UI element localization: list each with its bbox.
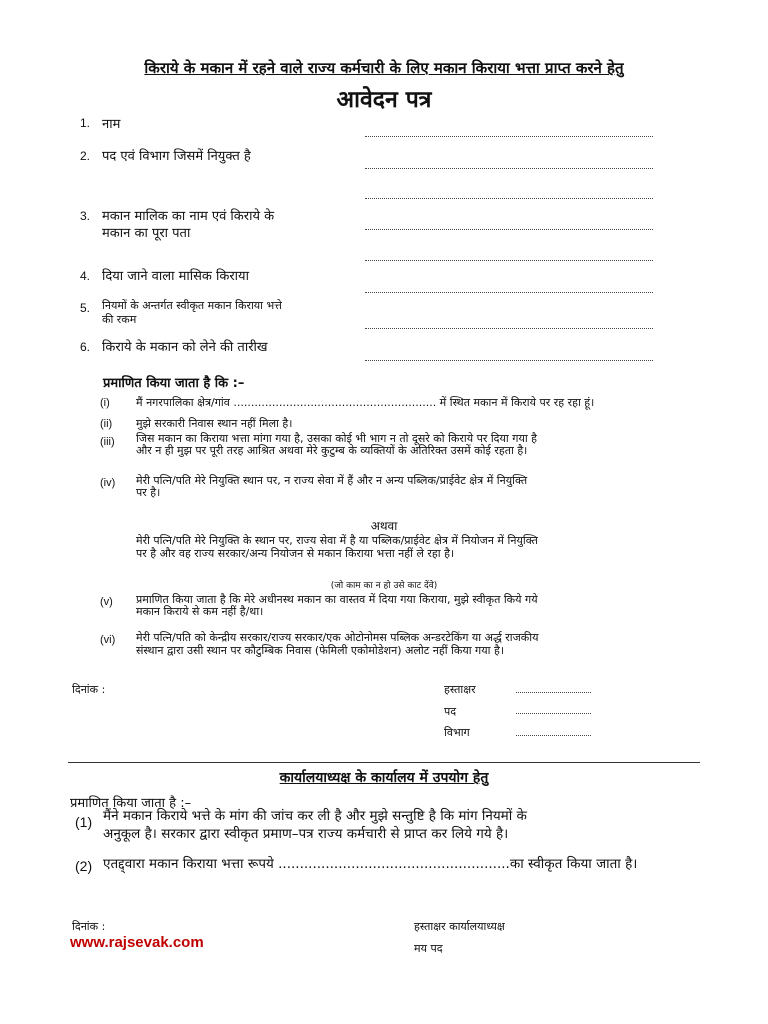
field-label-hra-line2: की रकम bbox=[102, 313, 137, 326]
cert-item-text: संस्थान द्वारा उसी स्थान पर कौटुम्बिक निवास (फेमिली एकोमोडेशन) अलोट नहीं किया गया है। bbox=[136, 644, 504, 657]
field-label-monthly-rent: दिया जाने वाला मासिक किराया bbox=[102, 269, 249, 284]
signature-label: हस्ताक्षर bbox=[444, 683, 476, 696]
cert-item-text: मकान किराये से कम नहीं है/था। bbox=[136, 605, 264, 618]
office-date-label: दिनांक : bbox=[72, 920, 106, 933]
field-label-landlord-line1: मकान मालिक का नाम एवं किराये के bbox=[102, 209, 275, 224]
cert-item-text: पर है। bbox=[136, 486, 161, 499]
post-label: पद bbox=[444, 705, 457, 718]
cert-item-text: और न ही मुझ पर पूरी तरह आश्रित अथवा मेरे कुटुम्ब के व्यक्तियों के अतिरिक्त उसमें कोई रहता है। bbox=[136, 444, 528, 457]
field-number: 3. bbox=[80, 209, 91, 223]
office-item-text: मैंने मकान किराये भत्ते के मांग की जांच कर ली है और मुझे सन्तुष्टि है कि मांग नियमों के bbox=[103, 808, 527, 824]
field-label-rent-date: किराये के मकान को लेने की तारीख bbox=[102, 340, 268, 355]
field-line-monthly-rent[interactable] bbox=[365, 292, 653, 293]
or-text: मेरी पत्नि/पति मेरे नियुक्ति के स्थान पर, राज्य सेवा में है या पब्लिक/प्राईवेट क्षेत्र में नियोजन में नियुक्ति bbox=[136, 534, 538, 547]
office-signature-label: हस्ताक्षर कार्यालयाध्यक्ष bbox=[414, 920, 505, 933]
cert-item-text: मेरी पत्नि/पति मेरे नियुक्ति स्थान पर, न राज्य सेवा में हैं और न अन्य पब्लिक/प्राईवेट क्षेत्र में नियुक्ति bbox=[136, 474, 528, 487]
form-subtitle: आवेदन पत्र bbox=[336, 87, 432, 113]
field-label-hra-line1: नियमों के अन्तर्गत स्वीकृत मकान किराया भत्ते bbox=[102, 299, 282, 312]
cert-item-text: मेरी पत्नि/पति को केन्द्रीय सरकार/राज्य सरकार/एक ओटोनोमस पब्लिक अन्डरटेकिंग या अर्द्ध राजकीय bbox=[136, 631, 539, 644]
post-line[interactable] bbox=[516, 713, 591, 714]
field-number: 5. bbox=[80, 301, 91, 315]
cert-item-label: (iii) bbox=[100, 436, 115, 448]
cert-item-text: मैं नगरपालिका क्षेत्र/गांव .......................................................... में स्थित मकान में किराये पर रह रहा हूं। bbox=[136, 396, 595, 409]
cert-item-label: (iv) bbox=[100, 477, 116, 489]
cert-item-label: (v) bbox=[100, 596, 113, 608]
office-item-text: एतद्द्वारा मकान किराया भत्ता रूपये ......................................................का स्वीकृत किया जाता है। bbox=[103, 856, 638, 872]
office-section-heading: कार्यालयाध्यक्ष के कार्यालय में उपयोग हेतु bbox=[279, 770, 489, 786]
field-number: 6. bbox=[80, 340, 91, 354]
or-text: पर है और वह राज्य सरकार/अन्य नियोजन से मकान किराया भत्ता नहीं ले रहा है। bbox=[136, 547, 455, 560]
cert-item-label: (ii) bbox=[100, 418, 113, 430]
field-label-landlord-line2: मकान का पूरा पता bbox=[102, 226, 191, 241]
field-line-name[interactable] bbox=[365, 136, 653, 137]
department-label: विभाग bbox=[444, 726, 470, 739]
office-intro: प्रमाणित किया जाता है :– bbox=[70, 796, 192, 811]
department-line[interactable] bbox=[516, 735, 591, 736]
cert-item-label: (vi) bbox=[100, 634, 116, 646]
form-title: किराये के मकान में रहने वाले राज्य कर्मचारी के लिए मकान किराया भत्ता प्राप्त करने हेतु bbox=[144, 59, 624, 77]
website-link[interactable]: www.rajsevak.com bbox=[70, 934, 204, 951]
office-item-number: (2) bbox=[75, 858, 93, 874]
field-label-name: नाम bbox=[102, 117, 121, 132]
field-line-landlord[interactable] bbox=[365, 229, 653, 230]
or-label: अथवा bbox=[370, 519, 398, 533]
section-divider bbox=[68, 762, 700, 763]
date-label: दिनांक : bbox=[72, 683, 106, 696]
field-number: 4. bbox=[80, 269, 91, 283]
certification-heading: प्रमाणित किया जाता है कि :– bbox=[103, 376, 245, 391]
office-item-number: (1) bbox=[75, 814, 93, 830]
field-number: 2. bbox=[80, 149, 91, 163]
field-label-post-dept: पद एवं विभाग जिसमें नियुक्त है bbox=[102, 149, 251, 164]
office-post-label: मय पद bbox=[414, 942, 443, 955]
signature-line[interactable] bbox=[516, 692, 591, 693]
field-line-landlord-2[interactable] bbox=[365, 260, 653, 261]
field-number: 1. bbox=[80, 116, 91, 130]
office-item-text: अनुकूल है। सरकार द्वारा स्वीकृत प्रमाण–पत्र राज्य कर्मचारी से प्राप्त कर लिये गये है। bbox=[103, 826, 509, 842]
strike-note: (जो काम का न हो उसे काट देंवे) bbox=[330, 581, 438, 591]
field-line-post-dept[interactable] bbox=[365, 168, 653, 169]
cert-item-text: मुझे सरकारी निवास स्थान नहीं मिला है। bbox=[136, 417, 293, 430]
field-line-rent-date[interactable] bbox=[365, 360, 653, 361]
cert-item-text: जिस मकान का किराया भत्ता मांगा गया है, उसका कोई भी भाग न तो दूसरे को किराये पर दिया गया है bbox=[136, 432, 538, 445]
cert-item-label: (i) bbox=[100, 397, 110, 409]
field-line-hra[interactable] bbox=[365, 328, 653, 329]
field-line-post-dept-2[interactable] bbox=[365, 198, 653, 199]
cert-item-text: प्रमाणित किया जाता है कि मेरे अधीनस्थ मकान का वास्तव में दिया गया किराया, मुझे स्वीकृत किये गये bbox=[136, 593, 538, 606]
